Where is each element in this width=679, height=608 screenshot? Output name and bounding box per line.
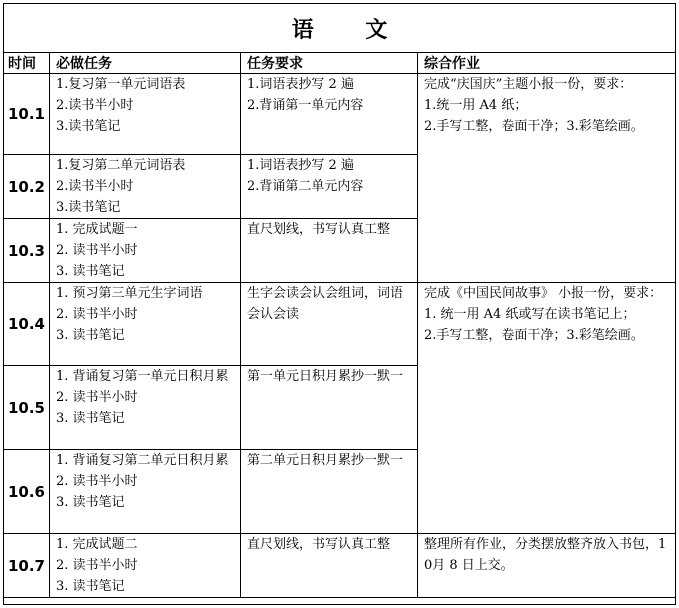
- chinese-holiday-homework-sheet: [3, 3, 675, 605]
- row-requirements: [241, 219, 418, 283]
- task-item: 2. 读书半小时: [56, 243, 138, 258]
- task-item: 2. 读书半小时: [56, 558, 138, 573]
- row-date: 10.7: [4, 534, 50, 598]
- requirement-item: 直尺划线，书写认真工整: [247, 537, 391, 552]
- task-item: 3. 读书笔记: [56, 264, 125, 279]
- row-date: 10.4: [4, 283, 50, 366]
- requirement-item: 2.背诵第二单元内容: [247, 179, 364, 194]
- task-item: 3. 读书笔记: [56, 495, 125, 510]
- row-requirements: [241, 155, 418, 219]
- homework-line: 整理所有作业，分类摆放整齐放入书包，10月 8 日上交。: [424, 537, 667, 573]
- homework-line: 完成《中国民间故事》 小报一份，要求：: [424, 286, 663, 301]
- task-item: 1. 背诵复习第二单元日积月累: [56, 453, 229, 468]
- row-date: 10.2: [4, 155, 50, 219]
- row-tasks: [50, 219, 241, 283]
- task-item: 3.读书笔记: [56, 119, 121, 134]
- header-time: 时间: [4, 53, 50, 74]
- row-tasks: [50, 74, 241, 155]
- requirement-item: 2.背诵第一单元内容: [247, 98, 364, 113]
- task-item: 3. 读书笔记: [56, 411, 125, 426]
- row-requirements: [241, 450, 418, 534]
- requirement-item: 生字会读会认会组词，词语会认会读: [247, 286, 404, 322]
- homework-line: 1. 统一用 A4 纸或写在读书笔记上；: [424, 307, 636, 322]
- row-tasks: [50, 450, 241, 534]
- table-row: [4, 74, 676, 155]
- task-item: 1. 完成试题二: [56, 537, 138, 552]
- homework-line: 2.手写工整，卷面干净；3.彩笔绘画。: [424, 328, 644, 343]
- homework-line: 2.手写工整，卷面干净；3.彩笔绘画。: [424, 119, 644, 134]
- header-tasks: 必做任务: [50, 53, 241, 74]
- header-requirements: 任务要求: [241, 53, 418, 74]
- task-item: 1. 预习第三单元生字词语: [56, 286, 203, 301]
- task-item: 1.复习第二单元词语表: [56, 158, 186, 173]
- row-date: 10.5: [4, 366, 50, 450]
- task-item: 1. 完成试题一: [56, 222, 138, 237]
- row-date: 10.1: [4, 74, 50, 155]
- requirement-item: 第一单元日积月累抄一默一: [247, 369, 404, 384]
- homework-block-2: [418, 283, 676, 534]
- task-item: 3. 读书笔记: [56, 328, 125, 343]
- row-date: 10.3: [4, 219, 50, 283]
- task-item: 1. 背诵复习第一单元日积月累: [56, 369, 229, 384]
- row-tasks: [50, 534, 241, 598]
- task-item: 2. 读书半小时: [56, 474, 138, 489]
- row-requirements: [241, 534, 418, 598]
- requirement-item: 1.词语表抄写 2 遍: [247, 77, 354, 92]
- task-item: 2. 读书半小时: [56, 390, 138, 405]
- homework-table: [3, 3, 676, 605]
- row-requirements: [241, 283, 418, 366]
- table-footer-row: [4, 598, 676, 605]
- header-homework: 综合作业: [418, 53, 676, 74]
- requirement-item: 1.词语表抄写 2 遍: [247, 158, 354, 173]
- row-tasks: [50, 155, 241, 219]
- task-item: 2. 读书半小时: [56, 307, 138, 322]
- task-item: 2.读书半小时: [56, 98, 134, 113]
- task-item: 3. 读书笔记: [56, 579, 125, 594]
- row-tasks: [50, 366, 241, 450]
- row-date: 10.6: [4, 450, 50, 534]
- requirement-item: 直尺划线，书写认真工整: [247, 222, 391, 237]
- row-requirements: [241, 74, 418, 155]
- table-row: [4, 283, 676, 366]
- task-item: 1.复习第一单元词语表: [56, 77, 186, 92]
- row-tasks: [50, 283, 241, 366]
- footer-cell: [4, 598, 676, 605]
- homework-block-1: [418, 74, 676, 283]
- homework-line: 完成“庆国庆”主题小报一份，要求：: [424, 77, 633, 92]
- table-row: [4, 534, 676, 598]
- requirement-item: 第二单元日积月累抄一默一: [247, 453, 404, 468]
- row-requirements: [241, 366, 418, 450]
- homework-line: 1.统一用 A4 纸；: [424, 98, 528, 113]
- task-item: 2.读书半小时: [56, 179, 134, 194]
- task-item: 3.读书笔记: [56, 200, 121, 215]
- homework-block-3: [418, 534, 676, 598]
- page-title: 语 文: [4, 4, 676, 53]
